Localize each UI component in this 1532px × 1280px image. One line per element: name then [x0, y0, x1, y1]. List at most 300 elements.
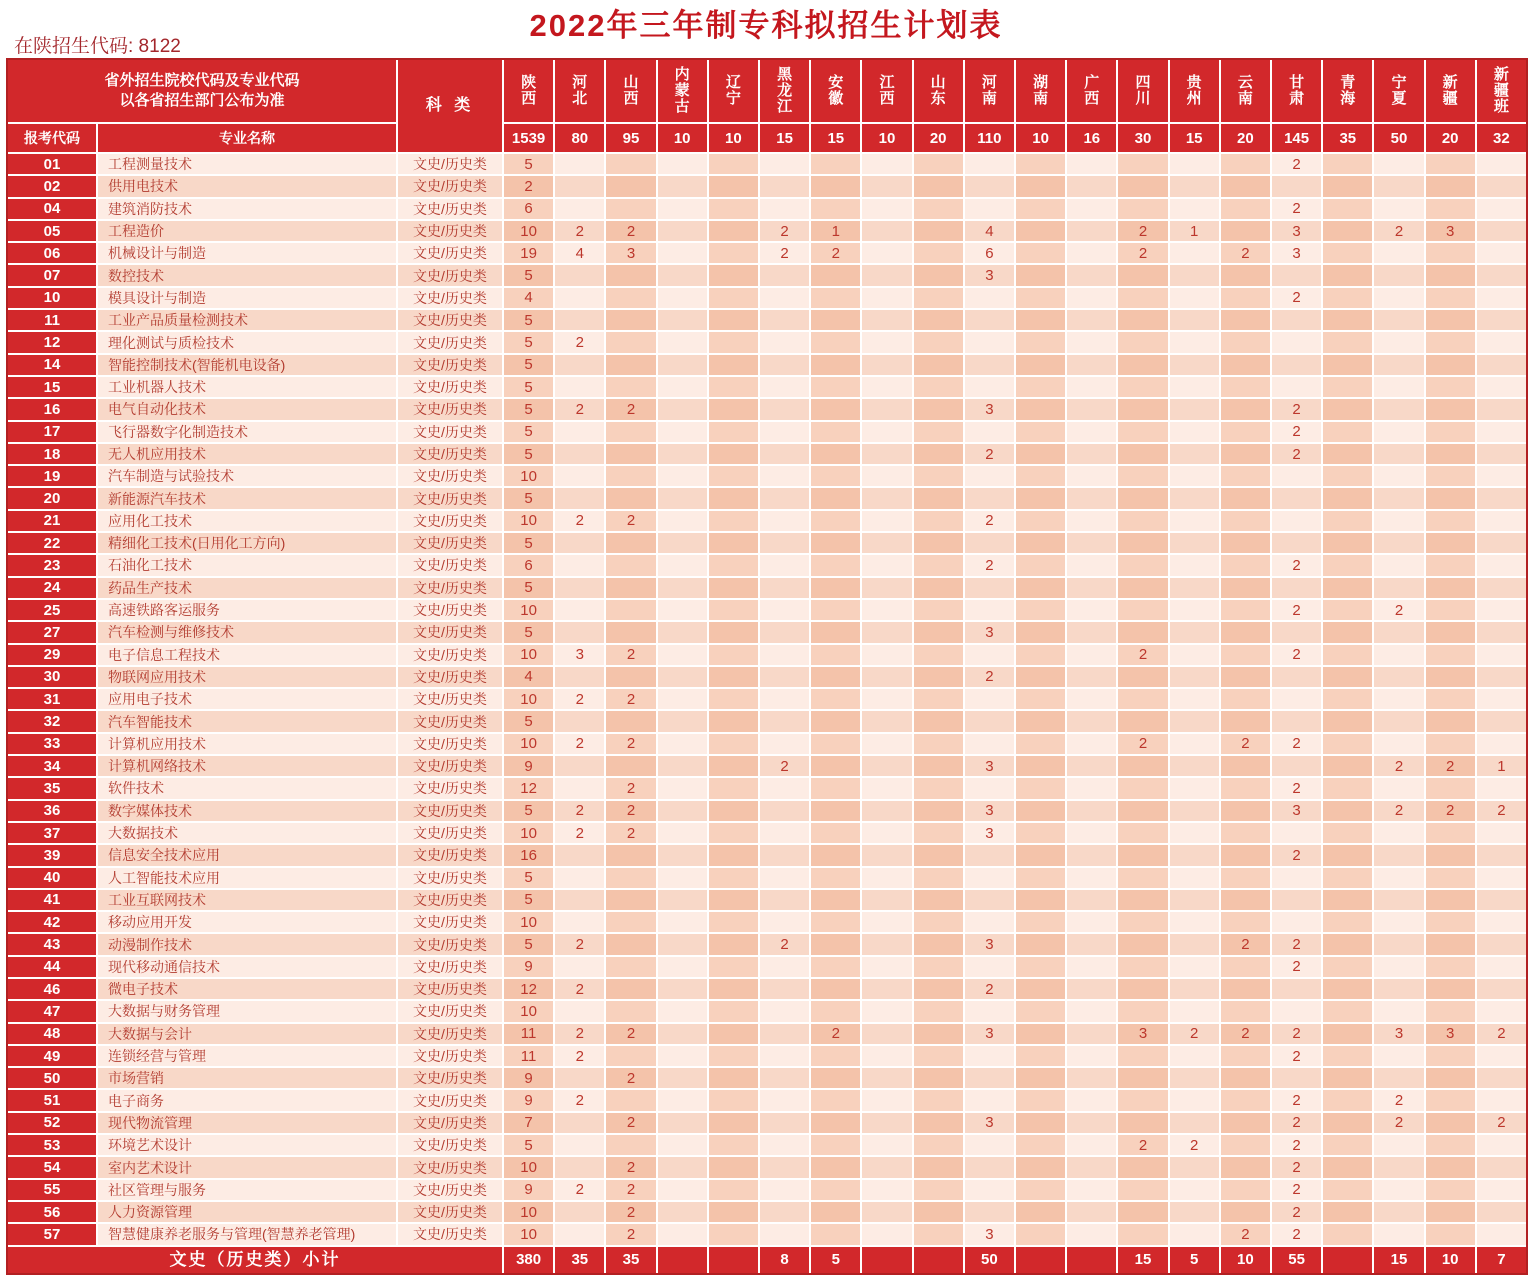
plan-cell	[1426, 199, 1475, 219]
plan-cell	[1118, 1113, 1167, 1133]
plan-cell	[1477, 1068, 1526, 1088]
plan-cell	[1272, 310, 1321, 330]
plan-cell	[811, 488, 860, 508]
plan-cell	[1118, 890, 1167, 910]
plan-cell	[1426, 265, 1475, 285]
plan-cell: 2	[555, 1024, 604, 1044]
row-subject: 文史/历史类	[398, 1224, 502, 1244]
plan-cell: 5	[504, 711, 553, 731]
plan-cell	[760, 711, 809, 731]
plan-cell	[1067, 934, 1116, 954]
plan-cell	[709, 734, 758, 754]
plan-cell	[1170, 845, 1219, 865]
plan-cell	[1221, 533, 1270, 553]
province-total-新疆班: 32	[1477, 124, 1526, 152]
plan-cell	[1067, 310, 1116, 330]
plan-cell: 5	[504, 444, 553, 464]
plan-cell	[1374, 555, 1423, 575]
row-code: 15	[8, 377, 96, 397]
plan-cell	[1323, 1113, 1372, 1133]
plan-cell	[811, 957, 860, 977]
plan-cell	[555, 488, 604, 508]
plan-cell	[1477, 444, 1526, 464]
plan-cell	[1374, 957, 1423, 977]
plan-cell	[1426, 377, 1475, 397]
province-header-宁夏	[1374, 60, 1423, 122]
province-name: 安徽	[828, 73, 844, 107]
plan-cell	[1374, 645, 1423, 665]
plan-cell	[1170, 176, 1219, 196]
plan-cell: 2	[1221, 243, 1270, 263]
row-major: 工程测量技术	[98, 154, 396, 174]
plan-cell	[1221, 1180, 1270, 1200]
province-header-云南	[1221, 60, 1270, 122]
plan-cell	[862, 868, 911, 888]
plan-cell	[658, 1068, 707, 1088]
plan-cell	[1374, 377, 1423, 397]
plan-cell	[914, 444, 963, 464]
plan-cell: 10	[504, 1202, 553, 1222]
plan-cell	[709, 533, 758, 553]
plan-cell	[862, 979, 911, 999]
plan-cell	[1426, 511, 1475, 531]
plan-cell	[965, 957, 1014, 977]
plan-cell	[862, 199, 911, 219]
plan-cell	[709, 511, 758, 531]
plan-cell	[1170, 1113, 1219, 1133]
plan-cell	[1221, 1001, 1270, 1021]
plan-cell: 2	[555, 934, 604, 954]
plan-cell: 5	[504, 422, 553, 442]
plan-cell	[1016, 1113, 1065, 1133]
plan-cell	[811, 979, 860, 999]
row-major: 理化测试与质检技术	[98, 332, 396, 352]
plan-cell	[1067, 533, 1116, 553]
row-code: 16	[8, 399, 96, 419]
plan-cell	[760, 868, 809, 888]
plan-cell	[862, 957, 911, 977]
plan-cell: 3	[965, 1024, 1014, 1044]
plan-cell	[1323, 1046, 1372, 1066]
row-major: 微电子技术	[98, 979, 396, 999]
plan-cell	[1170, 734, 1219, 754]
plan-cell	[1118, 711, 1167, 731]
row-subject: 文史/历史类	[398, 355, 502, 375]
plan-cell	[1067, 734, 1116, 754]
plan-cell	[1016, 1135, 1065, 1155]
plan-cell	[709, 265, 758, 285]
plan-cell	[1170, 801, 1219, 821]
plan-cell: 2	[555, 332, 604, 352]
plan-cell: 2	[965, 667, 1014, 687]
plan-cell	[760, 310, 809, 330]
row-code: 44	[8, 957, 96, 977]
row-subject: 文史/历史类	[398, 756, 502, 776]
plan-cell	[965, 912, 1014, 932]
row-subject: 文史/历史类	[398, 622, 502, 642]
row-subject: 文史/历史类	[398, 711, 502, 731]
province-total-黑龙江: 15	[760, 124, 809, 152]
plan-cell	[658, 221, 707, 241]
plan-cell	[965, 1046, 1014, 1066]
plan-cell	[1323, 801, 1372, 821]
row-subject: 文史/历史类	[398, 912, 502, 932]
row-major: 大数据与财务管理	[98, 1001, 396, 1021]
plan-cell	[862, 555, 911, 575]
plan-cell	[811, 377, 860, 397]
plan-cell	[658, 1046, 707, 1066]
plan-cell	[1374, 399, 1423, 419]
row-subject: 文史/历史类	[398, 578, 502, 598]
plan-cell	[1221, 1046, 1270, 1066]
province-name: 新疆	[1442, 73, 1458, 107]
plan-cell	[1426, 622, 1475, 642]
plan-cell	[862, 667, 911, 687]
plan-cell	[658, 377, 707, 397]
plan-cell	[1221, 466, 1270, 486]
plan-cell	[709, 645, 758, 665]
plan-cell: 2	[555, 979, 604, 999]
row-code: 57	[8, 1224, 96, 1244]
plan-cell	[1323, 734, 1372, 754]
row-major: 数控技术	[98, 265, 396, 285]
plan-cell	[914, 199, 963, 219]
plan-cell	[862, 1090, 911, 1110]
row-major: 汽车检测与维修技术	[98, 622, 396, 642]
plan-cell	[811, 1113, 860, 1133]
province-name: 新疆班	[1493, 65, 1509, 116]
plan-cell	[1016, 288, 1065, 308]
plan-cell	[1118, 979, 1167, 999]
plan-cell	[1221, 488, 1270, 508]
plan-cell	[914, 734, 963, 754]
plan-cell	[1170, 265, 1219, 285]
plan-cell	[1016, 756, 1065, 776]
plan-cell: 6	[965, 243, 1014, 263]
province-total-贵州: 15	[1170, 124, 1219, 152]
row-subject: 文史/历史类	[398, 823, 502, 843]
plan-cell	[1221, 912, 1270, 932]
plan-cell	[811, 600, 860, 620]
plan-cell	[760, 533, 809, 553]
plan-cell	[862, 845, 911, 865]
plan-cell: 5	[504, 355, 553, 375]
plan-cell	[1426, 578, 1475, 598]
plan-cell	[1221, 667, 1270, 687]
plan-cell	[709, 1202, 758, 1222]
plan-cell	[760, 689, 809, 709]
province-name: 黑龙江	[777, 65, 793, 116]
plan-cell: 5	[504, 868, 553, 888]
province-header-新疆班	[1477, 60, 1526, 122]
plan-cell	[1426, 645, 1475, 665]
plan-cell: 2	[1272, 288, 1321, 308]
plan-cell	[760, 890, 809, 910]
plan-cell	[606, 934, 655, 954]
plan-cell	[965, 1090, 1014, 1110]
plan-cell	[914, 265, 963, 285]
plan-cell: 2	[1221, 734, 1270, 754]
plan-cell	[1323, 199, 1372, 219]
plan-cell	[1016, 1202, 1065, 1222]
row-code: 52	[8, 1113, 96, 1133]
plan-cell	[1426, 1113, 1475, 1133]
row-subject: 文史/历史类	[398, 1157, 502, 1177]
province-name: 甘肃	[1289, 73, 1305, 107]
plan-cell	[1272, 868, 1321, 888]
plan-cell	[1067, 622, 1116, 642]
row-code: 49	[8, 1046, 96, 1066]
plan-cell	[811, 1068, 860, 1088]
plan-cell	[862, 176, 911, 196]
plan-cell	[760, 1157, 809, 1177]
row-subject: 文史/历史类	[398, 488, 502, 508]
plan-cell	[1118, 1068, 1167, 1088]
plan-cell	[1016, 466, 1065, 486]
plan-cell: 6	[504, 199, 553, 219]
plan-cell: 3	[965, 934, 1014, 954]
plan-cell: 2	[1221, 1024, 1270, 1044]
row-major: 石油化工技术	[98, 555, 396, 575]
plan-cell	[965, 734, 1014, 754]
plan-cell	[1221, 511, 1270, 531]
plan-cell	[606, 890, 655, 910]
plan-cell: 12	[504, 979, 553, 999]
row-code: 07	[8, 265, 96, 285]
plan-cell: 5	[504, 533, 553, 553]
plan-cell	[1221, 355, 1270, 375]
plan-cell	[811, 444, 860, 464]
plan-cell	[811, 176, 860, 196]
plan-cell	[1118, 689, 1167, 709]
plan-cell	[1067, 332, 1116, 352]
plan-cell	[914, 1068, 963, 1088]
plan-cell: 2	[1374, 756, 1423, 776]
province-total-河南: 110	[965, 124, 1014, 152]
plan-cell	[1426, 1180, 1475, 1200]
plan-cell	[1374, 265, 1423, 285]
plan-cell: 3	[965, 801, 1014, 821]
plan-cell	[914, 221, 963, 241]
plan-cell: 2	[811, 243, 860, 263]
plan-cell	[1016, 578, 1065, 598]
plan-cell	[1323, 912, 1372, 932]
plan-cell	[1374, 578, 1423, 598]
plan-cell	[1016, 734, 1065, 754]
footer-label: 文史（历史类）小计	[8, 1247, 502, 1273]
plan-cell	[1067, 1224, 1116, 1244]
plan-cell	[1170, 1157, 1219, 1177]
plan-cell	[555, 422, 604, 442]
plan-cell	[1426, 934, 1475, 954]
plan-cell	[862, 399, 911, 419]
plan-cell	[1477, 890, 1526, 910]
row-major: 智能控制技术(智能机电设备)	[98, 355, 396, 375]
province-name: 辽宁	[725, 73, 741, 107]
plan-cell	[1477, 466, 1526, 486]
plan-cell	[1374, 332, 1423, 352]
plan-cell	[1067, 957, 1116, 977]
plan-cell	[1170, 199, 1219, 219]
plan-cell	[862, 622, 911, 642]
plan-cell: 2	[965, 979, 1014, 999]
row-major: 人工智能技术应用	[98, 868, 396, 888]
header-note-line2: 以各省招生部门公布为准	[119, 92, 285, 109]
plan-cell	[658, 1135, 707, 1155]
plan-cell: 2	[555, 1046, 604, 1066]
plan-cell	[1477, 221, 1526, 241]
plan-cell	[658, 555, 707, 575]
plan-cell	[658, 622, 707, 642]
plan-cell	[1016, 199, 1065, 219]
plan-cell	[1067, 1113, 1116, 1133]
plan-cell	[1067, 711, 1116, 731]
plan-cell	[1374, 1202, 1423, 1222]
plan-cell	[658, 801, 707, 821]
plan-cell	[658, 711, 707, 731]
plan-cell	[811, 1224, 860, 1244]
row-code: 35	[8, 778, 96, 798]
plan-cell	[760, 600, 809, 620]
plan-cell	[1016, 934, 1065, 954]
plan-cell	[1016, 868, 1065, 888]
row-code: 01	[8, 154, 96, 174]
plan-cell	[1016, 778, 1065, 798]
plan-cell	[760, 466, 809, 486]
plan-cell	[1374, 288, 1423, 308]
plan-cell	[862, 711, 911, 731]
plan-cell	[658, 912, 707, 932]
plan-cell	[862, 1001, 911, 1021]
plan-cell	[606, 199, 655, 219]
province-header-安徽	[811, 60, 860, 122]
plan-cell	[914, 176, 963, 196]
plan-cell	[1170, 689, 1219, 709]
plan-cell: 2	[1272, 645, 1321, 665]
row-code: 41	[8, 890, 96, 910]
row-code: 54	[8, 1157, 96, 1177]
plan-cell	[862, 154, 911, 174]
row-code: 34	[8, 756, 96, 776]
row-code: 18	[8, 444, 96, 464]
plan-cell	[1016, 1024, 1065, 1044]
plan-cell	[1067, 1157, 1116, 1177]
plan-cell	[1067, 488, 1116, 508]
row-major: 供用电技术	[98, 176, 396, 196]
row-major: 计算机网络技术	[98, 756, 396, 776]
plan-cell	[658, 979, 707, 999]
plan-cell	[914, 979, 963, 999]
plan-cell: 2	[1272, 1113, 1321, 1133]
plan-cell	[658, 600, 707, 620]
footer-total-cell: 7	[1477, 1247, 1526, 1273]
row-code: 50	[8, 1068, 96, 1088]
plan-cell	[1221, 310, 1270, 330]
plan-cell	[1067, 1046, 1116, 1066]
plan-cell	[1374, 310, 1423, 330]
plan-cell	[1374, 934, 1423, 954]
plan-cell	[760, 823, 809, 843]
plan-cell	[914, 1046, 963, 1066]
plan-cell	[1272, 667, 1321, 687]
plan-cell	[1477, 154, 1526, 174]
plan-cell	[1272, 466, 1321, 486]
province-total-湖南: 10	[1016, 124, 1065, 152]
plan-cell	[1477, 1202, 1526, 1222]
plan-cell	[760, 1001, 809, 1021]
plan-cell	[1426, 399, 1475, 419]
plan-cell	[1477, 377, 1526, 397]
plan-cell	[965, 1135, 1014, 1155]
plan-cell	[606, 310, 655, 330]
plan-cell	[1221, 689, 1270, 709]
plan-cell	[1221, 823, 1270, 843]
subject-column-header: 科 类	[398, 60, 502, 152]
page-title: 2022年三年制专科拟招生计划表	[529, 8, 1003, 43]
plan-cell: 2	[555, 1180, 604, 1200]
plan-cell	[658, 488, 707, 508]
plan-cell	[811, 511, 860, 531]
plan-cell	[1477, 488, 1526, 508]
plan-cell	[1221, 176, 1270, 196]
row-code: 27	[8, 622, 96, 642]
plan-cell	[862, 778, 911, 798]
plan-cell	[965, 1202, 1014, 1222]
plan-cell	[862, 243, 911, 263]
plan-cell	[1170, 422, 1219, 442]
plan-cell	[1067, 801, 1116, 821]
plan-cell	[658, 934, 707, 954]
plan-cell: 2	[606, 645, 655, 665]
plan-cell: 5	[504, 1135, 553, 1155]
plan-cell	[1374, 667, 1423, 687]
plan-cell	[1426, 176, 1475, 196]
plan-cell: 4	[504, 288, 553, 308]
row-subject: 文史/历史类	[398, 199, 502, 219]
plan-cell: 1	[1477, 756, 1526, 776]
row-subject: 文史/历史类	[398, 667, 502, 687]
plan-cell	[1067, 756, 1116, 776]
plan-cell	[914, 154, 963, 174]
plan-cell	[1067, 511, 1116, 531]
plan-cell	[1170, 466, 1219, 486]
plan-cell	[709, 578, 758, 598]
plan-cell	[1221, 957, 1270, 977]
province-total-云南: 20	[1221, 124, 1270, 152]
plan-cell: 2	[1118, 221, 1167, 241]
plan-cell	[658, 1090, 707, 1110]
row-major: 人力资源管理	[98, 1202, 396, 1222]
plan-cell: 5	[504, 332, 553, 352]
plan-cell	[1170, 332, 1219, 352]
plan-cell	[606, 912, 655, 932]
plan-cell	[760, 1224, 809, 1244]
plan-cell	[1323, 488, 1372, 508]
plan-cell	[965, 645, 1014, 665]
plan-cell	[914, 823, 963, 843]
plan-cell	[862, 578, 911, 598]
plan-cell	[965, 845, 1014, 865]
plan-cell	[914, 310, 963, 330]
province-header-山东	[914, 60, 963, 122]
plan-cell	[606, 1135, 655, 1155]
plan-cell	[1170, 243, 1219, 263]
plan-cell	[1477, 778, 1526, 798]
plan-cell	[862, 823, 911, 843]
plan-cell: 3	[1374, 1024, 1423, 1044]
plan-cell: 2	[606, 511, 655, 531]
plan-cell	[1067, 466, 1116, 486]
